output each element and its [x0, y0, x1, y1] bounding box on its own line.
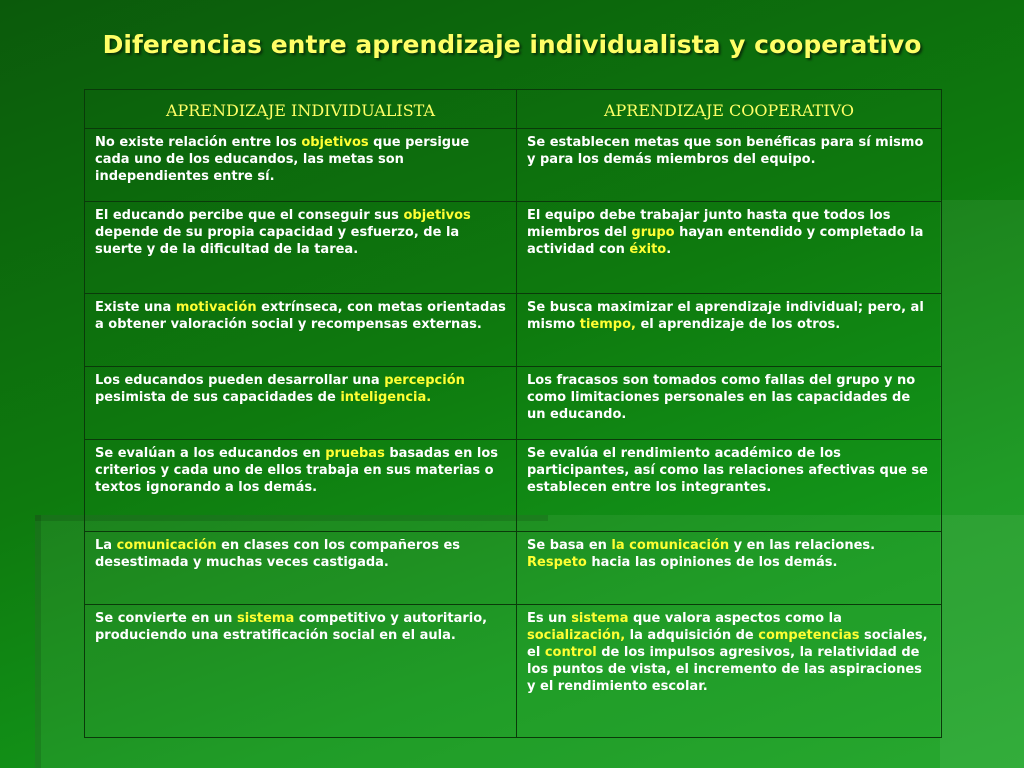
highlighted-term: tiempo,	[579, 317, 636, 332]
cell-text: de los impulsos agresivos, la relatividad de los puntos de vista, el incremento de las aspiraciones y el rendimiento escolar.	[527, 645, 922, 694]
cell-text: y en las relaciones.	[729, 538, 876, 553]
cell-text: competitivo y autoritario, produciendo una estratificación social en el aula.	[95, 611, 488, 643]
cell-text: Los educandos pueden desarrollar una	[95, 373, 385, 388]
cell-text: la adquisición de	[625, 628, 759, 643]
cell-text: Se evalúan a los educandos en	[95, 446, 326, 461]
table-row	[85, 440, 942, 532]
highlighted-term: Respeto	[527, 555, 587, 570]
table-row	[85, 129, 942, 202]
cell-cooperativo	[517, 202, 942, 294]
cell-text: Se busca maximizar el aprendizaje individual; pero, al mismo	[527, 300, 924, 332]
cell-text: Se basa en	[527, 538, 612, 553]
table-row	[85, 532, 942, 605]
cell-text: No existe relación entre los	[95, 135, 302, 150]
cell-individualista	[85, 532, 517, 605]
cell-individualista	[85, 440, 517, 532]
cell-text: que persigue cada uno de los educandos, las metas son independientes entre sí.	[95, 135, 470, 184]
cell-individualista	[85, 129, 517, 202]
cell-text: extrínseca, con metas orientadas a obtener valoración social y recompensas externas.	[95, 300, 506, 332]
background-decoration	[940, 200, 1024, 768]
highlighted-term: comunicación	[116, 538, 217, 553]
slide-title: Diferencias entre aprendizaje individualista y cooperativo	[102, 30, 922, 59]
highlighted-term: socialización,	[527, 628, 626, 643]
cell-cooperativo	[517, 367, 942, 440]
table-row	[85, 202, 942, 294]
cell-text: El equipo debe trabajar junto hasta que todos los miembros del	[527, 208, 891, 240]
highlighted-term: objetivos	[301, 135, 369, 150]
cell-text: Se convierte en un	[95, 611, 237, 626]
cell-text: el aprendizaje de los otros.	[635, 317, 841, 332]
header-individualista: APRENDIZAJE INDIVIDUALISTA	[85, 90, 517, 129]
cell-cooperativo	[517, 294, 942, 367]
cell-text: Se establecen metas que son benéficas para sí mismo y para los demás miembros del equipo.	[527, 135, 924, 167]
cell-individualista	[85, 202, 517, 294]
highlighted-term: control	[544, 645, 597, 660]
cell-cooperativo	[517, 605, 942, 738]
cell-individualista	[85, 294, 517, 367]
highlighted-term: pruebas	[325, 446, 385, 461]
cell-text: basadas en los criterios y cada uno de ellos trabaja en sus materias o textos ignorando a los demás.	[95, 446, 498, 495]
highlighted-term: grupo	[631, 225, 675, 240]
cell-text: hayan entendido y completado la actividad con	[527, 225, 924, 257]
cell-cooperativo	[517, 129, 942, 202]
cell-text: sociales, el	[527, 628, 928, 660]
highlighted-term: percepción	[384, 373, 465, 388]
cell-text: en clases con los compañeros es desestimada y muchas veces castigada.	[95, 538, 461, 570]
cell-cooperativo	[517, 532, 942, 605]
cell-text: La	[95, 538, 117, 553]
table-row	[85, 367, 942, 440]
cell-text: depende de su propia capacidad y esfuerzo, de la suerte y de la dificultad de la tarea.	[95, 225, 460, 257]
highlighted-term: objetivos	[403, 208, 471, 223]
highlighted-term: la comunicación	[611, 538, 730, 553]
table-row	[85, 605, 942, 738]
cell-text: Es un	[527, 611, 572, 626]
cell-text: pesimista de sus capacidades de	[95, 390, 341, 405]
cell-individualista	[85, 367, 517, 440]
highlighted-term: motivación	[175, 300, 257, 315]
cell-text: Se evalúa el rendimiento académico de los participantes, así como las relaciones afectivas que se establecen entre los integrantes.	[527, 446, 928, 495]
cell-cooperativo	[517, 440, 942, 532]
highlighted-term: sistema	[236, 611, 295, 626]
highlighted-term: sistema	[571, 611, 629, 626]
cell-text: .	[666, 242, 672, 257]
comparison-table	[84, 89, 942, 738]
highlighted-term: competencias	[758, 628, 860, 643]
cell-text: hacia las opiniones de los demás.	[586, 555, 838, 570]
table-header-row	[85, 90, 942, 129]
cell-text: que valora aspectos como la	[628, 611, 842, 626]
highlighted-term: inteligencia.	[340, 390, 432, 405]
cell-individualista	[85, 605, 517, 738]
table-row	[85, 294, 942, 367]
cell-text: Los fracasos son tomados como fallas del grupo y no como limitaciones personales en las capacidades de un educando.	[527, 373, 916, 422]
header-cooperativo: APRENDIZAJE COOPERATIVO	[517, 90, 942, 129]
cell-text: El educando percibe que el conseguir sus	[95, 208, 404, 223]
highlighted-term: éxito	[629, 242, 667, 257]
cell-text: Existe una	[95, 300, 176, 315]
background-line	[35, 515, 41, 768]
